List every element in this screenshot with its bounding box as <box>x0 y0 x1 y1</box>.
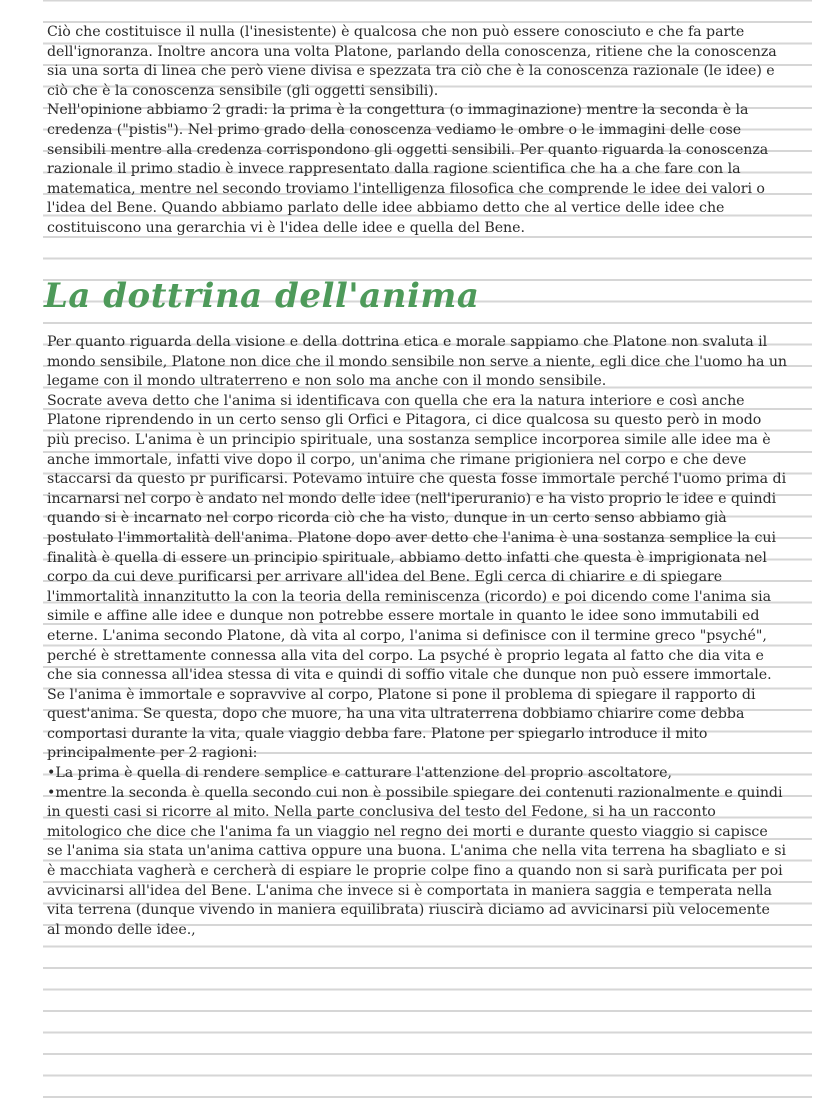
left-margin <box>0 0 43 1103</box>
bullet-item: •mentre la seconda è quella secondo cui non è possibile spiegare dei contenuti razionalmente e quindi in questi casi si ricorre al mito. Nella parte conclusiva del testo del Fedone, si ha un racconto mitologico che dice che l'anima fa un viaggio nel regno dei morti e durante questo viaggio si capisce se l'anima sia stata un'anima cattiva oppure una buona. L'anima che nella vita terrena ha sbagliato e si è macchiata vagherà e cercherà di espiare le proprie colpe fino a quando non si sarà purificata per poi avvicinarsi all'idea del Bene. L'anima che invece si è comportata in maniera saggia e temperata nella vita terrena (dunque vivendo in maniera equilibrata) riuscirà diciamo ad avvicinarsi più velocemente al mondo delle idee., <box>47 784 786 938</box>
intro-text-block <box>47 23 787 239</box>
section-paragraph: Socrate aveva detto che l'anima si identificava con quella che era la natura interiore e così anche Platone riprendendo in un certo senso gli Orfici e Pitagora, ci dice qualcosa su questo però in modo più preciso. L'anima è un principio spirituale, una sostanza semplice incorporea simile alle idee ma è anche immortale, infatti vive dopo il corpo, un'anima che rimane prigioniera nel corpo e che deve staccarsi da questo pr purificarsi. Potevamo intuire che questa fosse immortale perché l'uomo prima di incarnarsi nel corpo è andato nel mondo delle idee (nell'iperuranio) e ha visto proprio le idee e quindi quando si è incarnato nel corpo ricorda ciò che ha visto, dunque in un certo senso abbiamo già postulato l'immortalità dell'anima. Platone dopo aver detto che l'anima è una sostanza semplice la cui finalità è quella di essere un principio spirituale, abbiamo detto infatti che questa è imprigionata nel corpo da cui deve purificarsi per arrivare all'idea del Bene. Egli cerca di chiarire e di spiegare l'immortalità innanzitutto la con la teoria della reminiscenza (ricordo) e poi dicendo come l'anima sia simile e affine alle idee e dunque non potrebbe essere mortale in quanto le idee sono immutabili ed eterne. L'anima secondo Platone, dà vita al corpo, l'anima si definisce con il termine greco "psyché", perché è strettamente connessa alla vita del corpo. La psyché è proprio legata al fatto che dia vita e che sia connessa all'idea stessa di vita e quindi di soffio vitale che dunque non può essere immortale. <box>47 392 787 684</box>
section-text-block <box>47 333 787 940</box>
right-margin <box>812 0 828 1103</box>
bullet-item: •La prima è quella di rendere semplice e catturare l'attenzione del proprio ascoltatore, <box>47 765 672 782</box>
intro-paragraph: Ciò che costituisce il nulla (l'inesistente) è qualcosa che non può essere conosciuto e che fa parte dell'ignoranza. Inoltre ancora una volta Platone, parlando della conoscenza, ritiene che la conoscenza sia una sorta di linea che però viene divisa e spezzata tra ciò che è la conoscenza razionale (le idee) e ciò che è la conoscenza sensibile (gli oggetti sensibili). <box>47 24 777 99</box>
intro-paragraph: Nell'opinione abbiamo 2 gradi: la prima è la congettura (o immaginazione) mentre la seconda è la credenza ("pistis"). Nel primo grado della conoscenza vediamo le ombre o le immagini delle cose sensibili mentre alla credenza corrispondono gli oggetti sensibili. Per quanto riguarda la conoscenza razionale il primo stadio è invece rappresentato dalla ragione scientifica che ha a che fare con la matematica, mentre nel secondo troviamo l'intelligenza filosofica che comprende le idee dei valori o l'idea del Bene. Quando abbiamo parlato delle idee abbiamo detto che al vertice delle idee che costituiscono una gerarchia vi è l'idea delle idee e quella del Bene. <box>47 102 769 236</box>
section-paragraph: Se l'anima è immortale e sopravvive al corpo, Platone si pone il problema di spiegare il rapporto di quest'anima. Se questa, dopo che muore, ha una vita ultraterrena dobbiamo chiarire come debba comportasi durante la vita, quale viaggio debba fare. Platone per spiegarlo introduce il mito principalmente per 2 ragioni: <box>47 686 756 762</box>
section-paragraph: Per quanto riguarda della visione e della dottrina etica e morale sappiamo che Platone non svaluta il mondo sensibile, Platone non dice che il mondo sensibile non serve a niente, egli dice che l'uomo ha un legame con il mondo ultraterreno e non solo ma anche con il mondo sensibile. <box>47 334 788 390</box>
section-title: La dottrina dell'anima <box>44 276 480 316</box>
